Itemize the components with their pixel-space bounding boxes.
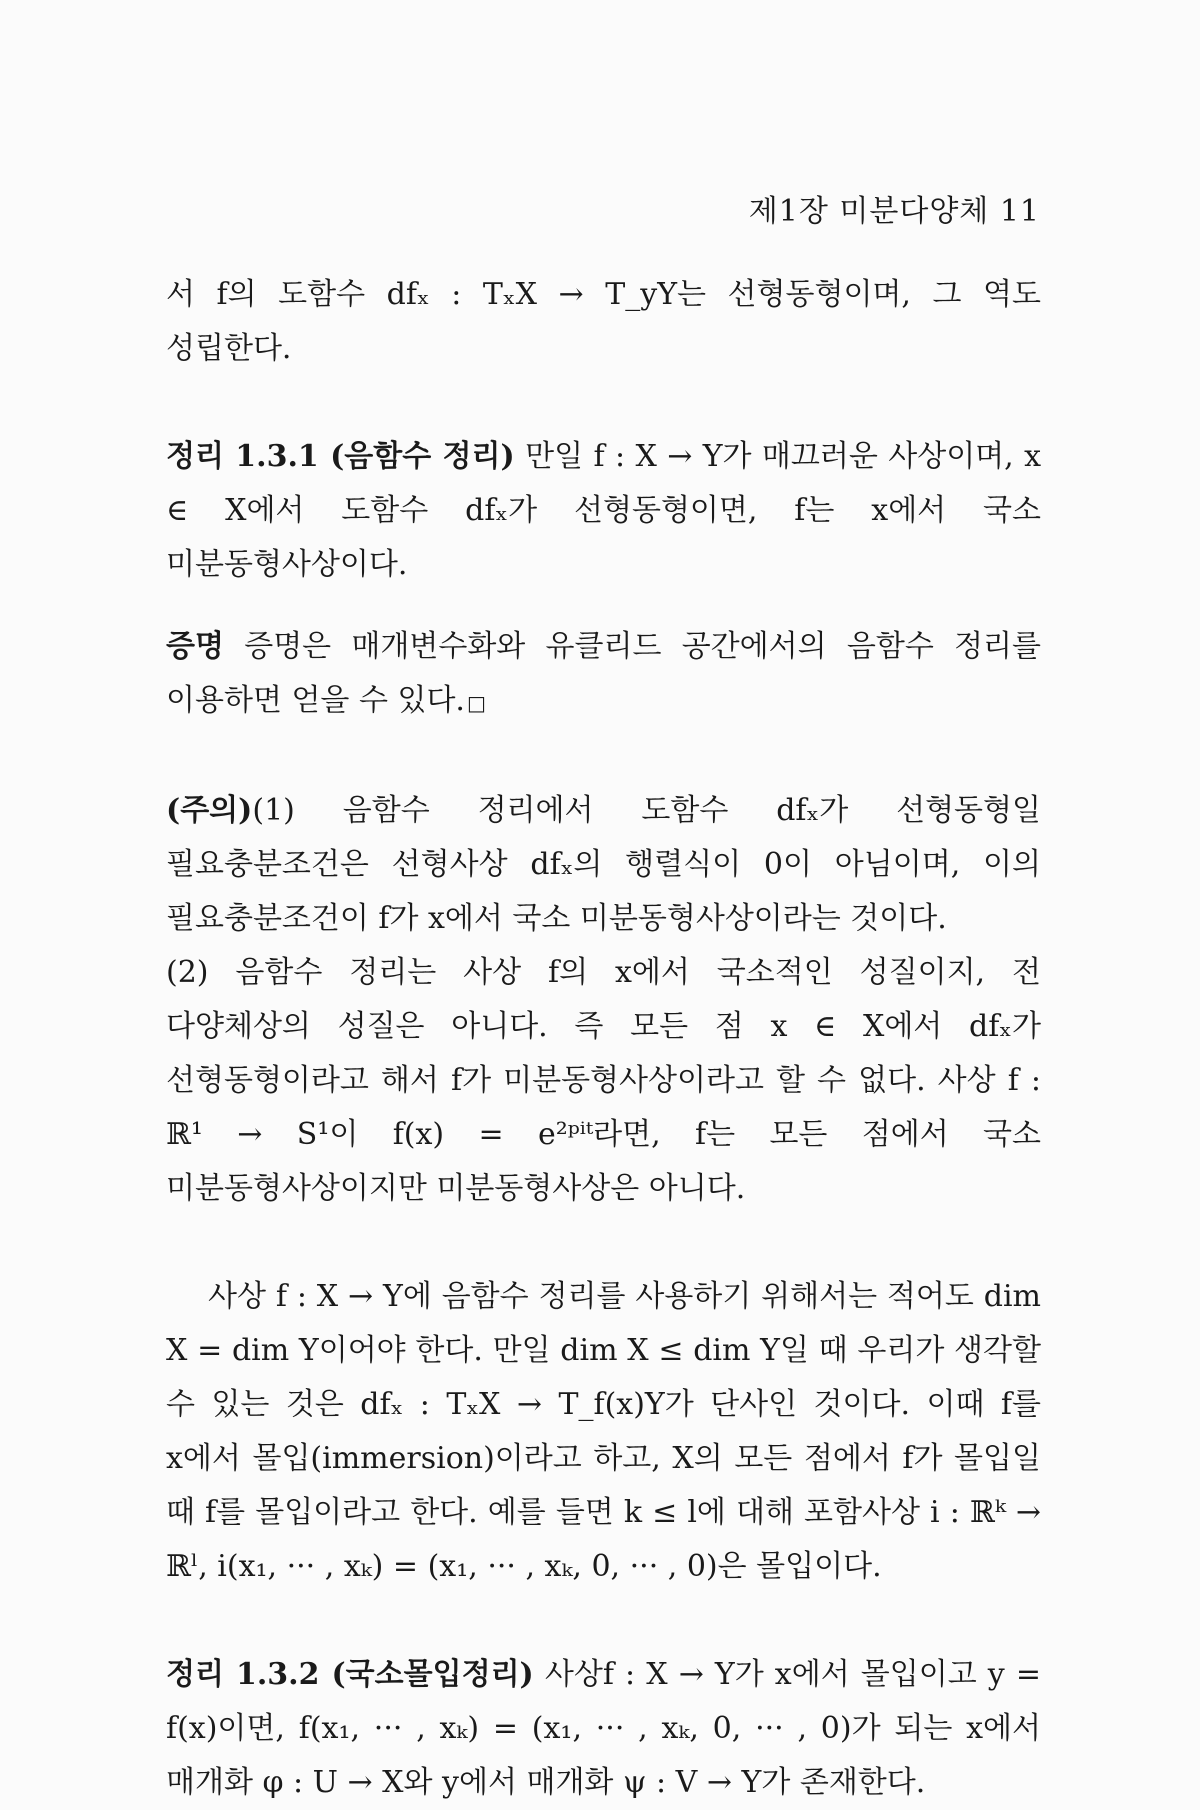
body-text: [166, 268, 1041, 1810]
theorem-1-3-1: [166, 430, 1041, 592]
theorem-text: 사상f : X → Y가 x에서 몰입이고 y = f(x)이면, f(x₁, ··· , xₖ) = (x₁, ··· , xₖ, 0, ··· , 0)가 되는 x에서 매개화 φ : U → X와 y에서 매개화 ψ : V → Y가 존재한다.: [166, 1657, 1041, 1800]
paragraph-text: 사상 f : X → Y에 음함수 정리를 사용하기 위해서는 적어도 dim X = dim Y이어야 한다. 만일 dim X ≤ dim Y일 때 우리가 생각할 수 있는 것은 dfₓ : TₓX → T_f(x)Y가 단사인 것이다. 이때 f를 x에서 몰입(immersion)이라고 하고, X의 모든 점에서 f가 몰입일 때 f를 몰입이라고 한다. 예를 들면 k ≤ l에 대해 포함사상 i : ℝᵏ → ℝˡ, i(x₁, ··· , xₖ) = (x₁, ··· , xₖ, 0, ··· , 0)은 몰입이다.: [166, 1279, 1041, 1584]
theorem-heading: 정리 1.3.2 (국소몰입정리): [166, 1657, 534, 1692]
proof-heading: 증명: [166, 629, 224, 664]
remark-text: (1) 음함수 정리에서 도함수 dfₓ가 선형동형일 필요충분조건은 선형사상 dfₓ의 행렬식이 0이 아님이며, 이의 필요충분조건이 f가 x에서 국소 미분동형사상이라는 것이다.: [166, 793, 1041, 936]
theorem-1-3-2: [166, 1648, 1041, 1810]
running-head: 제1장 미분다양체 11: [748, 194, 1040, 229]
remark-heading: (주의): [166, 793, 253, 828]
theorem-text: 만일 f : X → Y가 매끄러운 사상이며, x ∈ X에서 도함수 dfₓ가 선형동형이면, f는 x에서 국소 미분동형사상이다.: [166, 439, 1042, 582]
theorem-heading: 정리 1.3.1 (음함수 정리): [166, 439, 515, 474]
paragraph-continuation: [166, 268, 1041, 376]
paragraph-text: 서 f의 도함수 dfₓ : TₓX → T_yY는 선형동형이며, 그 역도 성립한다.: [166, 277, 1041, 366]
remark-2: [166, 946, 1041, 1216]
proof: [166, 620, 1041, 730]
paragraph-immersion: [166, 1270, 1041, 1594]
qed-symbol: □: [466, 691, 486, 715]
remark-1: [166, 784, 1041, 946]
remark-text: (2) 음함수 정리는 사상 f의 x에서 국소적인 성질이지, 전 다양체상의 성질은 아니다. 즉 모든 점 x ∈ X에서 dfₓ가 선형동형이라고 해서 f가 미분동형사상이라고 할 수 없다. 사상 f : ℝ¹ → S¹이 f(x) = e²ᵖⁱᵗ라면, f는 모든 점에서 국소 미분동형사상이지만 미분동형사상은 아니다.: [166, 955, 1041, 1206]
proof-text: 증명은 매개변수화와 유클리드 공간에서의 음함수 정리를 이용하면 얻을 수 있다.: [166, 629, 1041, 718]
